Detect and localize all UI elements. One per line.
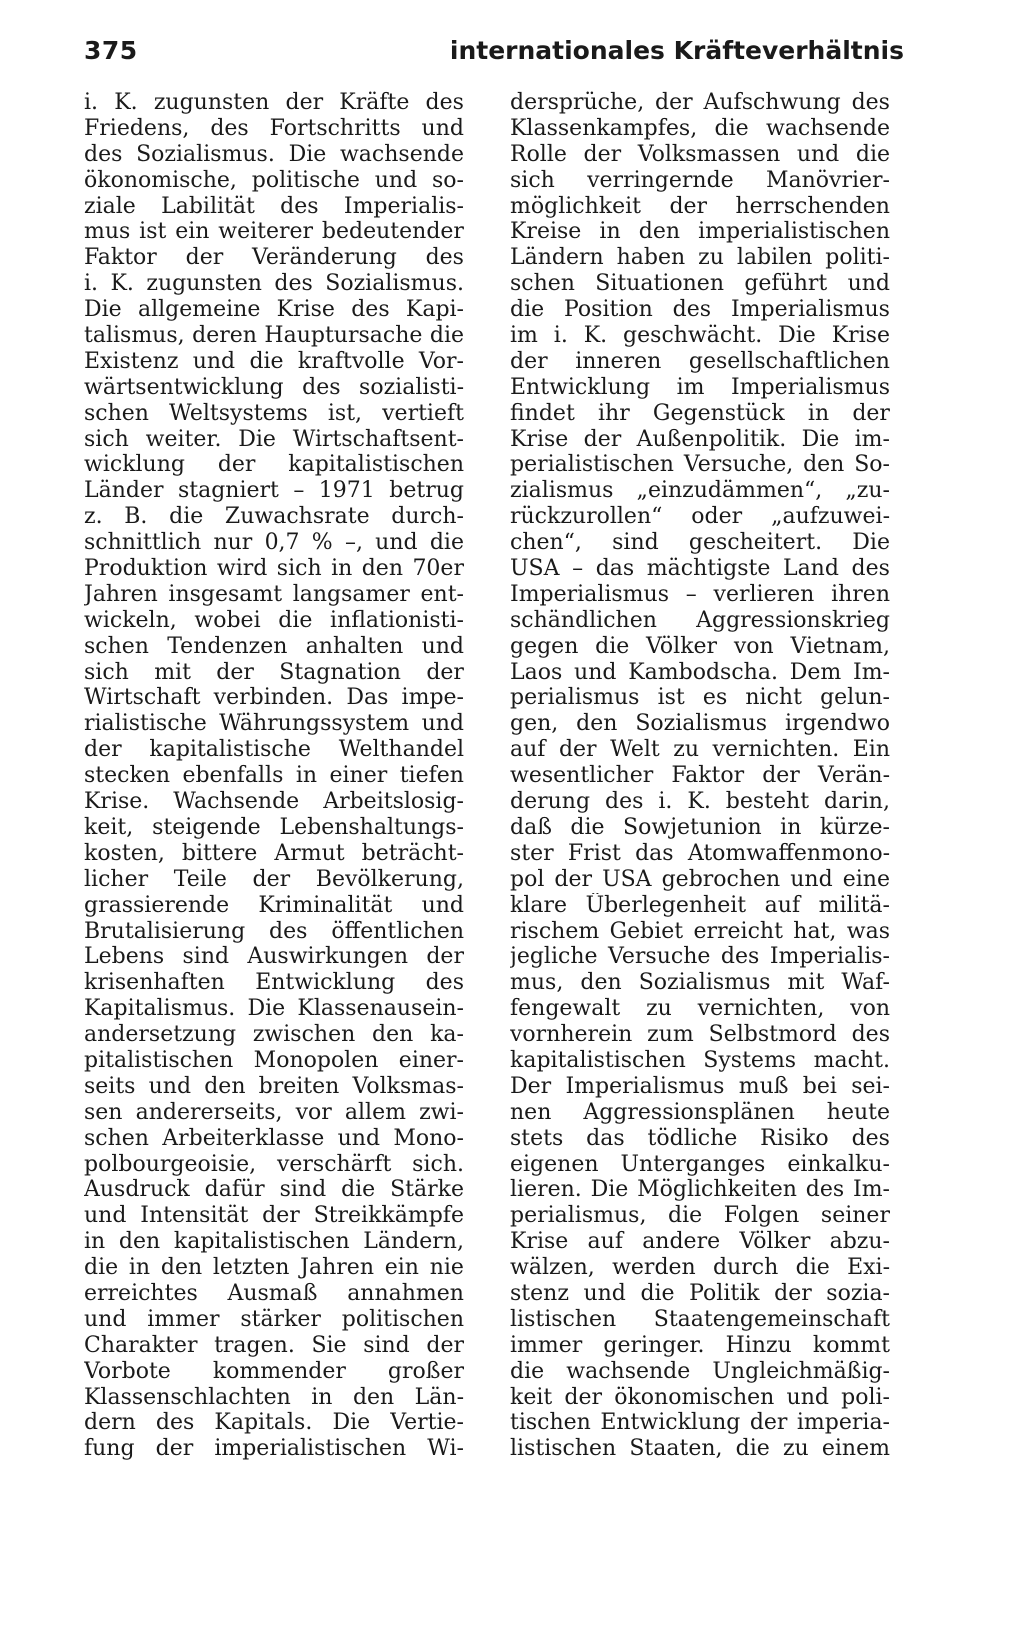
text-line: Krise der Außenpolitik. Die im- — [510, 426, 890, 452]
text-line: Jahren insgesamt langsamer ent- — [84, 581, 464, 607]
text-line: jegliche Versuche des Imperialis- — [510, 944, 890, 970]
text-line: kosten, bittere Armut beträcht- — [84, 840, 464, 866]
text-line: USA – das mächtigste Land des — [510, 556, 890, 582]
text-line: nen Aggressionsplänen heute — [510, 1099, 890, 1125]
text-line: z. B. die Zuwachsrate durch- — [84, 504, 464, 530]
text-line: andersetzung zwischen den ka- — [84, 1022, 464, 1048]
text-line: Klassenschlachten in den Län- — [84, 1384, 464, 1410]
text-line: und immer stärker politischen — [84, 1306, 464, 1332]
text-line: Friedens, des Fortschritts und — [84, 115, 464, 141]
text-line: möglichkeit der herrschenden — [510, 193, 890, 219]
running-head: internationales Kräfteverhältnis — [449, 36, 904, 65]
text-line: die in den letzten Jahren ein nie — [84, 1255, 464, 1281]
text-line: schen Tendenzen anhalten und — [84, 633, 464, 659]
text-line: krisenhaften Entwicklung des — [84, 970, 464, 996]
text-line: Krise. Wachsende Arbeitslosig- — [84, 789, 464, 815]
text-line: dersprüche, der Aufschwung des — [510, 90, 890, 115]
page-number: 375 — [84, 36, 138, 65]
text-line: ster Frist das Atomwaffenmono- — [510, 840, 890, 866]
text-line: perialismus, die Folgen seiner — [510, 1203, 890, 1229]
text-line: Rolle der Volksmassen und die — [510, 141, 890, 167]
text-line: in den kapitalistischen Ländern, — [84, 1229, 464, 1255]
text-line: stets das tödliche Risiko des — [510, 1125, 890, 1151]
text-line: seits und den breiten Volksmas- — [84, 1073, 464, 1099]
text-line: listischen Staaten, die zu einem — [510, 1436, 890, 1462]
text-line: sich verringernde Manövrier- — [510, 167, 890, 193]
text-line: Produktion wird sich in den 70er — [84, 556, 464, 582]
text-line: perialistischen Versuche, den So- — [510, 452, 890, 478]
text-line: schen Weltsystems ist, vertieft — [84, 400, 464, 426]
text-line: lieren. Die Möglichkeiten des Im- — [510, 1177, 890, 1203]
text-line: Krise auf andere Völker abzu- — [510, 1229, 890, 1255]
text-line: findet ihr Gegenstück in der — [510, 400, 890, 426]
text-line: klare Überlegenheit auf militä- — [510, 892, 890, 918]
text-line: der kapitalistische Welthandel — [84, 737, 464, 763]
text-line: rückzurollen“ oder „aufzuwei- — [510, 504, 890, 530]
text-line: immer geringer. Hinzu kommt — [510, 1332, 890, 1358]
text-line: gen, den Sozialismus irgendwo — [510, 711, 890, 737]
text-line: wälzen, werden durch die Exi- — [510, 1255, 890, 1281]
text-line: Existenz und die kraftvolle Vor- — [84, 348, 464, 374]
text-line: Brutalisierung des öffentlichen — [84, 918, 464, 944]
text-line: die wachsende Ungleichmäßig- — [510, 1358, 890, 1384]
text-line: dern des Kapitals. Die Vertie- — [84, 1410, 464, 1436]
text-line: auf der Welt zu vernichten. Ein — [510, 737, 890, 763]
text-line: grassierende Kriminalität und — [84, 892, 464, 918]
text-line: Faktor der Veränderung des — [84, 245, 464, 271]
text-line: erreichtes Ausmaß annahmen — [84, 1280, 464, 1306]
text-line: eigenen Unterganges einkalku- — [510, 1151, 890, 1177]
text-line: Die allgemeine Krise des Kapi- — [84, 297, 464, 323]
page-header — [84, 36, 904, 76]
text-line: schen Situationen geführt und — [510, 271, 890, 297]
text-line: und Intensität der Streikkämpfe — [84, 1203, 464, 1229]
text-line: sich weiter. Die Wirtschaftsent- — [84, 426, 464, 452]
text-line: fengewalt zu vernichten, von — [510, 996, 890, 1022]
text-line: talismus, deren Hauptursache die — [84, 323, 464, 349]
text-line: Lebens sind Auswirkungen der — [84, 944, 464, 970]
text-line: mus ist ein weiterer bedeutender — [84, 219, 464, 245]
text-column-right — [510, 90, 890, 1462]
text-line: Vorbote kommender großer — [84, 1358, 464, 1384]
text-line: ziale Labilität des Imperialis- — [84, 193, 464, 219]
text-line: pol der USA gebrochen und eine — [510, 866, 890, 892]
text-line: wickeln, wobei die inflationisti- — [84, 607, 464, 633]
text-line: Länder stagniert – 1971 betrug — [84, 478, 464, 504]
text-line: Wirtschaft verbinden. Das impe- — [84, 685, 464, 711]
text-line: Kapitalismus. Die Klassenausein- — [84, 996, 464, 1022]
text-line: im i. K. geschwächt. Die Krise — [510, 323, 890, 349]
text-line: wärtsentwicklung des sozialisti- — [84, 374, 464, 400]
text-line: Klassenkampfes, die wachsende — [510, 115, 890, 141]
text-line: Ausdruck dafür sind die Stärke — [84, 1177, 464, 1203]
text-line: keit der ökonomischen und poli- — [510, 1384, 890, 1410]
text-line: keit, steigende Lebenshaltungs- — [84, 814, 464, 840]
text-line: perialismus ist es nicht gelun- — [510, 685, 890, 711]
text-line: gegen die Völker von Vietnam, — [510, 633, 890, 659]
text-line: polbourgeoisie, verschärft sich. — [84, 1151, 464, 1177]
text-line: vornherein zum Selbstmord des — [510, 1022, 890, 1048]
text-line: rialistische Währungssystem und — [84, 711, 464, 737]
text-line: der inneren gesellschaftlichen — [510, 348, 890, 374]
text-line: i. K. zugunsten der Kräfte des — [84, 90, 464, 115]
text-column-left — [84, 90, 464, 1462]
text-line: wesentlicher Faktor der Verän- — [510, 763, 890, 789]
text-line: Ländern haben zu labilen politi- — [510, 245, 890, 271]
text-line: chen“, sind gescheitert. Die — [510, 530, 890, 556]
text-line: sen andererseits, vor allem zwi- — [84, 1099, 464, 1125]
text-line: fung der imperialistischen Wi- — [84, 1436, 464, 1462]
text-line: schnittlich nur 0,7 % –, und die — [84, 530, 464, 556]
text-line: rischem Gebiet erreicht hat, was — [510, 918, 890, 944]
text-line: ökonomische, politische und so- — [84, 167, 464, 193]
text-line: schändlichen Aggressionskrieg — [510, 607, 890, 633]
text-line: Der Imperialismus muß bei sei- — [510, 1073, 890, 1099]
text-line: tischen Entwicklung der imperia- — [510, 1410, 890, 1436]
text-line: des Sozialismus. Die wachsende — [84, 141, 464, 167]
text-line: sich mit der Stagnation der — [84, 659, 464, 685]
text-line: derung des i. K. besteht darin, — [510, 789, 890, 815]
text-line: daß die Sowjetunion in kürze- — [510, 814, 890, 840]
text-line: listischen Staatengemeinschaft — [510, 1306, 890, 1332]
text-line: schen Arbeiterklasse und Mono- — [84, 1125, 464, 1151]
text-line: Charakter tragen. Sie sind der — [84, 1332, 464, 1358]
text-line: die Position des Imperialismus — [510, 297, 890, 323]
text-line: kapitalistischen Systems macht. — [510, 1047, 890, 1073]
text-line: i. K. zugunsten des Sozialismus. — [84, 271, 464, 297]
text-line: licher Teile der Bevölkerung, — [84, 866, 464, 892]
text-line: zialismus „einzudämmen“, „zu- — [510, 478, 890, 504]
text-line: Imperialismus – verlieren ihren — [510, 581, 890, 607]
text-line: Kreise in den imperialistischen — [510, 219, 890, 245]
text-line: stecken ebenfalls in einer tiefen — [84, 763, 464, 789]
text-line: wicklung der kapitalistischen — [84, 452, 464, 478]
text-line: stenz und die Politik der sozia- — [510, 1280, 890, 1306]
text-line: Laos und Kambodscha. Dem Im- — [510, 659, 890, 685]
text-line: mus, den Sozialismus mit Waf- — [510, 970, 890, 996]
text-line: pitalistischen Monopolen einer- — [84, 1047, 464, 1073]
text-line: Entwicklung im Imperialismus — [510, 374, 890, 400]
